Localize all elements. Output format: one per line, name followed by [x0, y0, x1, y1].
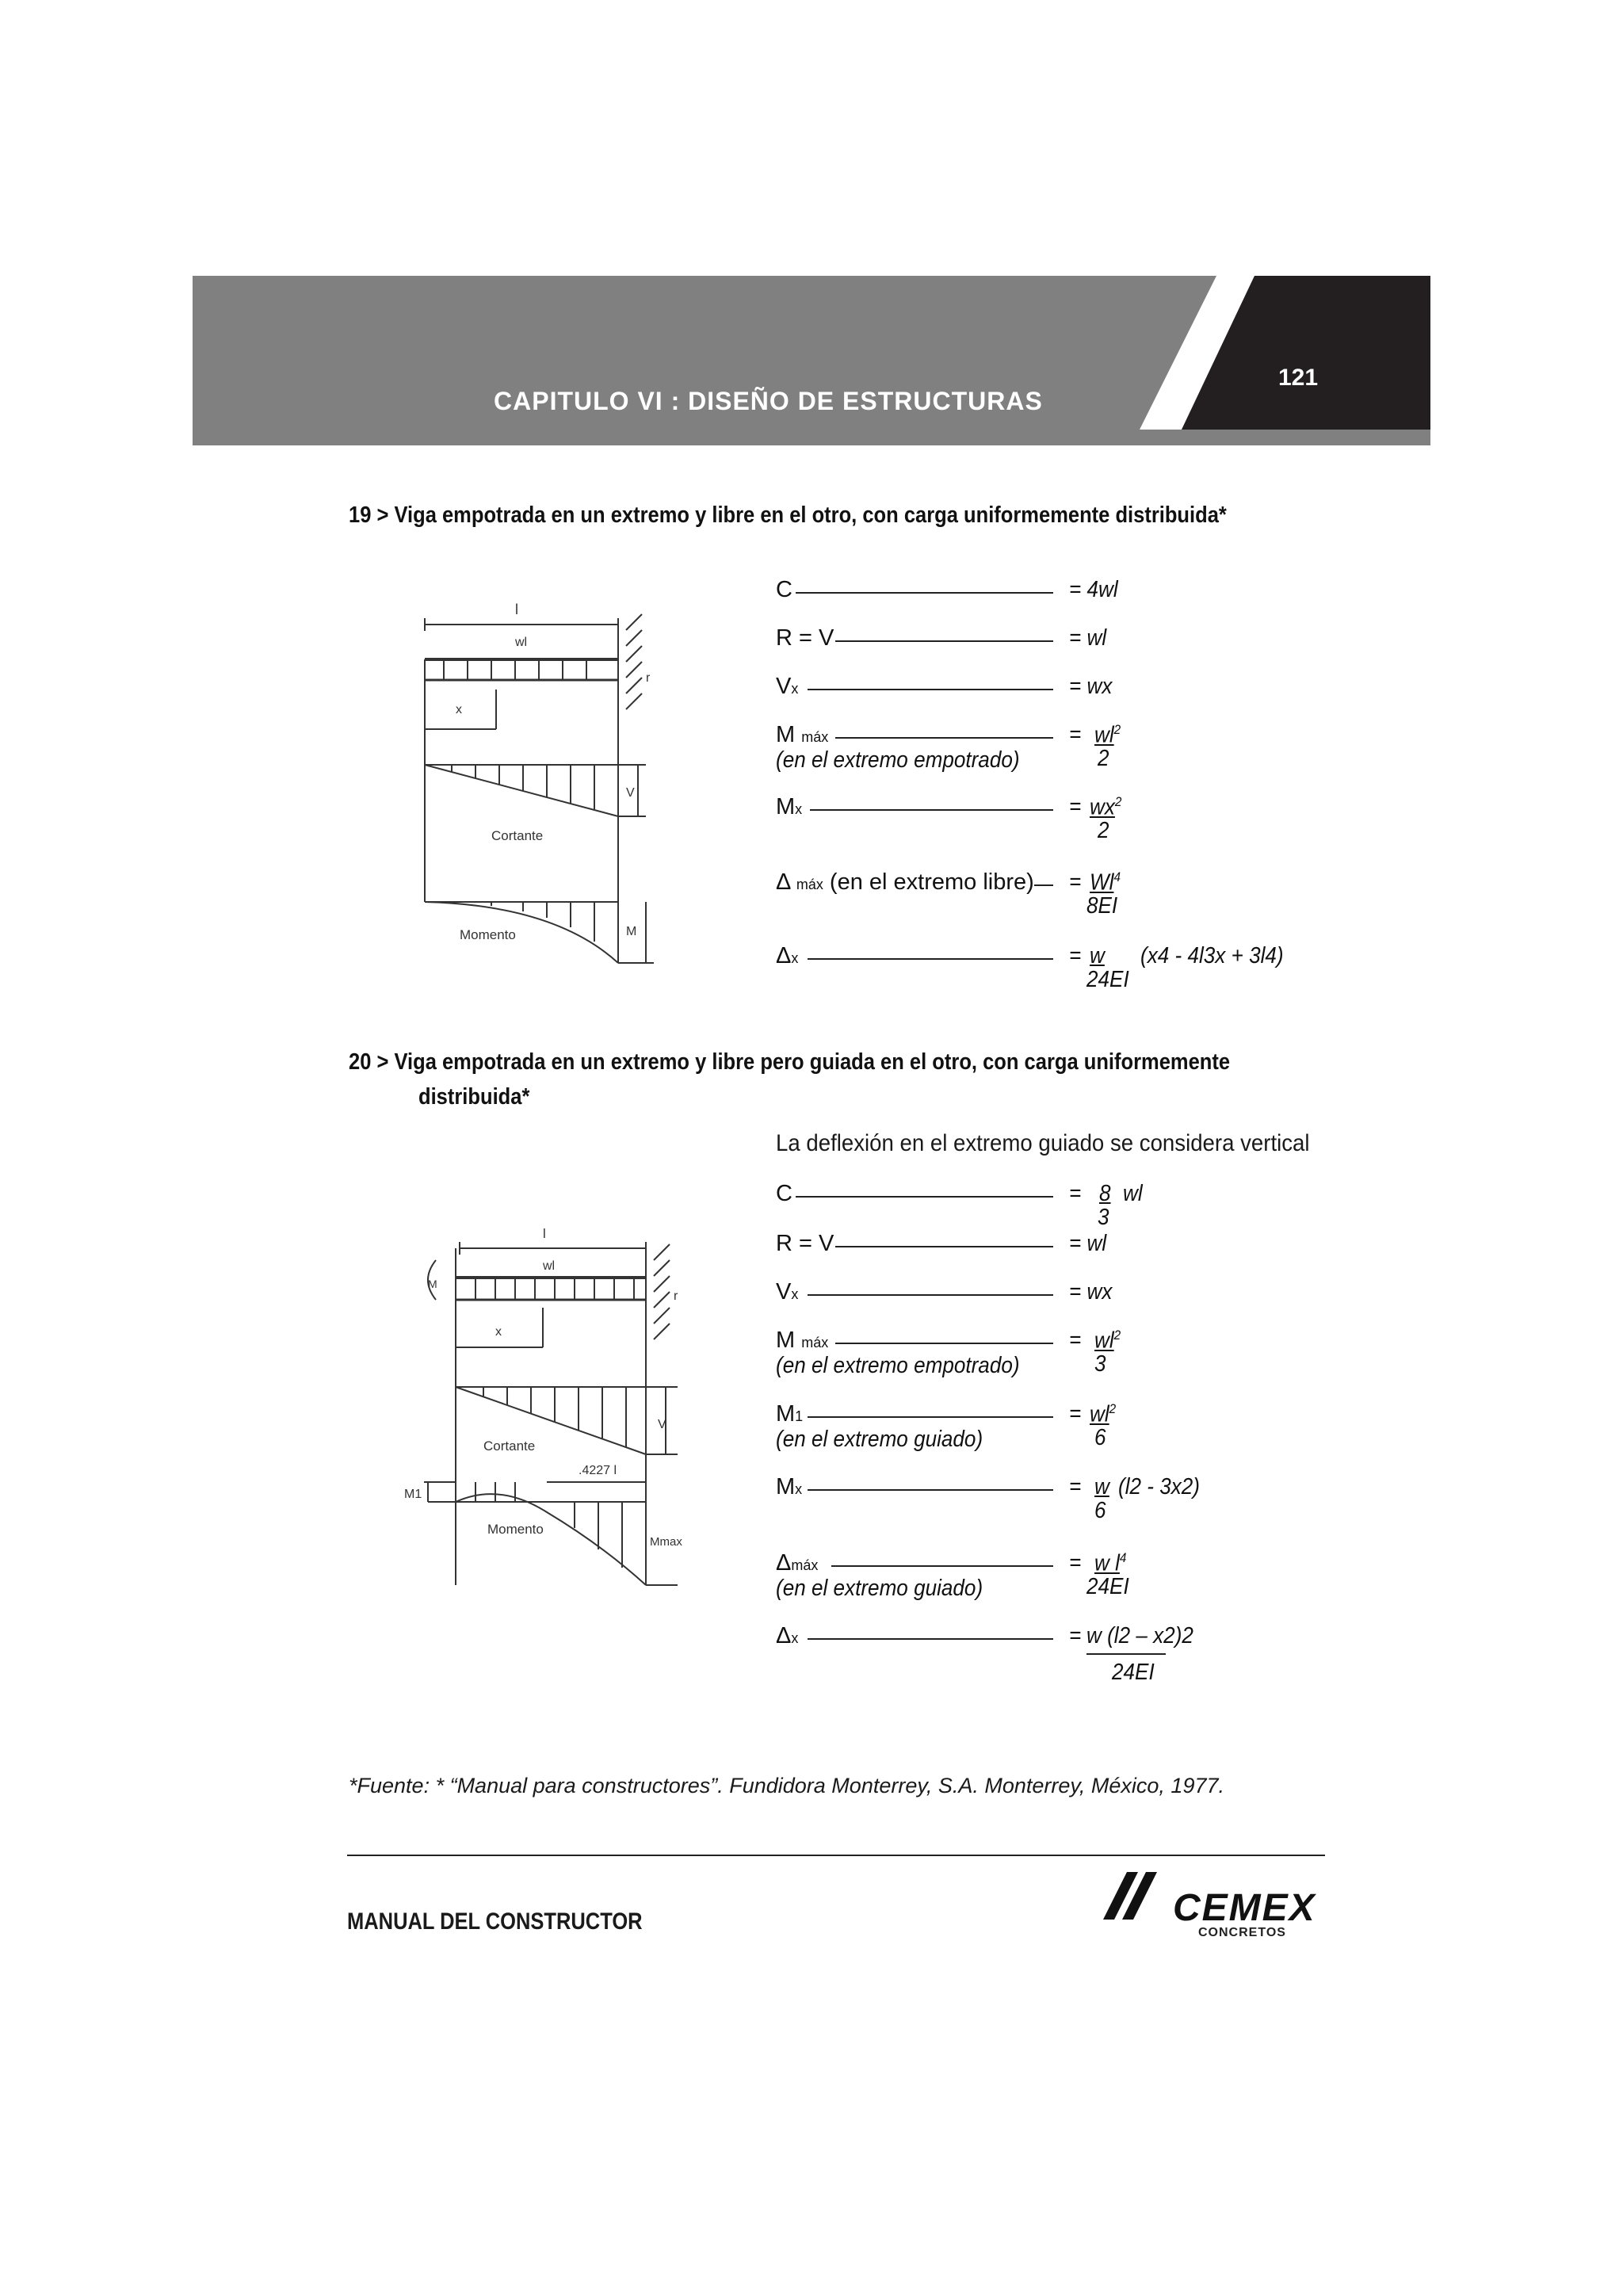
formula-eq: = [1069, 794, 1082, 819]
manual-title: MANUAL DEL CONSTRUCTOR [347, 1908, 643, 1935]
leader-line [1034, 884, 1053, 886]
formula-denominator: 24EI [1086, 1574, 1129, 1599]
formula-label: Vx [776, 674, 799, 699]
formula-label: M1 [776, 1401, 804, 1427]
diagram-19-l: l [515, 602, 518, 617]
formula-denominator: 2 [1098, 746, 1109, 771]
formula-denominator: 8EI [1086, 893, 1118, 919]
formula-numerator: w $l^4$ [1094, 1550, 1127, 1576]
formula-denominator: 6 [1094, 1498, 1106, 1523]
diagram-20-l: l [543, 1226, 546, 1241]
leader-line [808, 1416, 1053, 1418]
leader-line [808, 1638, 1053, 1640]
formula-numerator: w (l2 – x2)2 [1086, 1623, 1193, 1648]
formula-value: = 4wl [1069, 577, 1118, 602]
formula-denominator: 3 [1094, 1351, 1106, 1377]
footer-divider [347, 1855, 1325, 1856]
formula-label: Mx [776, 1474, 803, 1499]
leader-line [808, 1489, 1053, 1491]
formula-label: Δ máx (en el extremo libre) [776, 869, 1034, 895]
formula-note: (en el extremo empotrado) [776, 1353, 1020, 1378]
chapter-header [193, 276, 1430, 445]
formula-label: M máx [776, 722, 829, 747]
diagram-20-r: r [674, 1289, 678, 1303]
formula-value: = wx [1069, 674, 1113, 699]
formula-label: Δx [776, 1623, 799, 1648]
diagram-19-wl: wl [515, 636, 528, 649]
formula-label: M máx [776, 1328, 829, 1353]
diagram-19-v: V [626, 786, 635, 800]
section-20-title-line2: distribuida* [418, 1084, 530, 1110]
diagram-20-mleft: M1 [404, 1488, 422, 1501]
formula-eq: = [1069, 1328, 1082, 1353]
formula-numerator: 8 [1099, 1181, 1111, 1206]
formula-note: (en el extremo empotrado) [776, 747, 1020, 773]
formula-tail: (x4 - 4l3x + 3l4) [1140, 943, 1284, 968]
formula-tail: wl [1123, 1181, 1143, 1206]
leader-line [808, 1294, 1053, 1296]
formula-label: Δx [776, 943, 799, 968]
leader-line [810, 809, 1053, 811]
cemex-logo-icon [1103, 1872, 1182, 1920]
leader-line [835, 640, 1053, 642]
leader-line [808, 689, 1053, 690]
formula-label: C [776, 577, 792, 602]
formula-label: C [776, 1181, 792, 1206]
header-band [193, 276, 1430, 445]
diagram-19-shear: Cortante [491, 828, 544, 843]
section-20-note: La deflexión en el extremo guiado se considera vertical [776, 1130, 1310, 1156]
diagram-19-r: r [646, 671, 651, 685]
diagram-19-m: M [626, 925, 637, 938]
formula-numerator: w [1094, 1474, 1109, 1499]
formula-denominator: 24EI [1086, 967, 1129, 992]
diagram-20-m1: M [428, 1278, 437, 1290]
formula-denominator: 2 [1098, 818, 1109, 843]
fraction-bar [1086, 1653, 1166, 1655]
formula-note: (en el extremo guiado) [776, 1427, 983, 1452]
leader-line [831, 1565, 1053, 1567]
formula-eq: = [1069, 1550, 1082, 1576]
diagram-20-dist: .4227 l [579, 1464, 617, 1477]
diagram-20-mmax: Mmax [650, 1535, 682, 1549]
leader-line [835, 1246, 1053, 1247]
formula-value: = wl [1069, 625, 1107, 651]
leader-line [835, 1343, 1053, 1344]
diagram-20-v: V [658, 1418, 666, 1431]
formula-numerator: $wl^2$ [1094, 722, 1121, 748]
diagram-20-shear: Cortante [483, 1438, 536, 1454]
source-citation: *Fuente: * “Manual para constructores”. Fundidora Monterrey, S.A. Monterrey, México, 1977. [349, 1774, 1224, 1797]
formula-denominator: 6 [1094, 1425, 1106, 1450]
formula-numerator: $wx^2$ [1090, 794, 1122, 820]
chapter-title: CAPITULO VI : DISEÑO DE ESTRUCTURAS [494, 387, 1043, 415]
leader-line [796, 1196, 1053, 1198]
diagram-20-wl: wl [543, 1259, 556, 1273]
formula-label: Δmáx [776, 1550, 819, 1576]
formula-label: Vx [776, 1279, 799, 1305]
diagram-19-x: x [456, 703, 462, 716]
formula-eq: = [1069, 1181, 1082, 1206]
leader-line [835, 737, 1053, 739]
leader-line [808, 958, 1053, 960]
formula-eq: = [1069, 1474, 1082, 1499]
section-19-title: 19 > Viga empotrada en un extremo y libre en el otro, con carga uniformemente distribuida* [349, 502, 1227, 528]
diagram-20-x: x [495, 1325, 502, 1339]
formula-denominator: 24EI [1112, 1660, 1155, 1685]
logo-wordmark: CEMEX [1173, 1887, 1316, 1929]
section-20-title-line1: 20 > Viga empotrada en un extremo y libre pero guiada en el otro, con carga uniformemente [349, 1049, 1231, 1075]
formula-label: R = V [776, 625, 834, 651]
formula-label: Mx [776, 794, 803, 819]
diagram-20 [404, 1213, 705, 1593]
formula-label: R = V [776, 1231, 834, 1256]
formula-eq: = [1069, 869, 1082, 895]
formula-numerator: $wl^2$ [1094, 1328, 1121, 1354]
formula-numerator: w [1090, 943, 1105, 968]
logo-subtitle: CONCRETOS [1198, 1926, 1286, 1939]
leader-line [796, 592, 1053, 594]
formula-value: = wl [1069, 1231, 1107, 1256]
formula-note: (en el extremo guiado) [776, 1576, 983, 1601]
formula-numerator: $wl^2$ [1090, 1401, 1117, 1427]
diagram-19-moment: Momento [460, 927, 516, 942]
formula-eq: = [1069, 1401, 1082, 1427]
formula-tail: (l2 - 3x2) [1118, 1474, 1200, 1499]
formula-numerator: Wl$^4$ [1090, 869, 1121, 896]
diagram-19 [412, 586, 682, 983]
page-number: 121 [1278, 365, 1319, 391]
formula-eq: = [1069, 1623, 1082, 1648]
formula-eq: = [1069, 943, 1082, 968]
diagram-20-moment: Momento [487, 1522, 544, 1537]
formula-denominator: 3 [1098, 1205, 1109, 1230]
formula-value: = wx [1069, 1279, 1113, 1305]
formula-eq: = [1069, 722, 1082, 747]
